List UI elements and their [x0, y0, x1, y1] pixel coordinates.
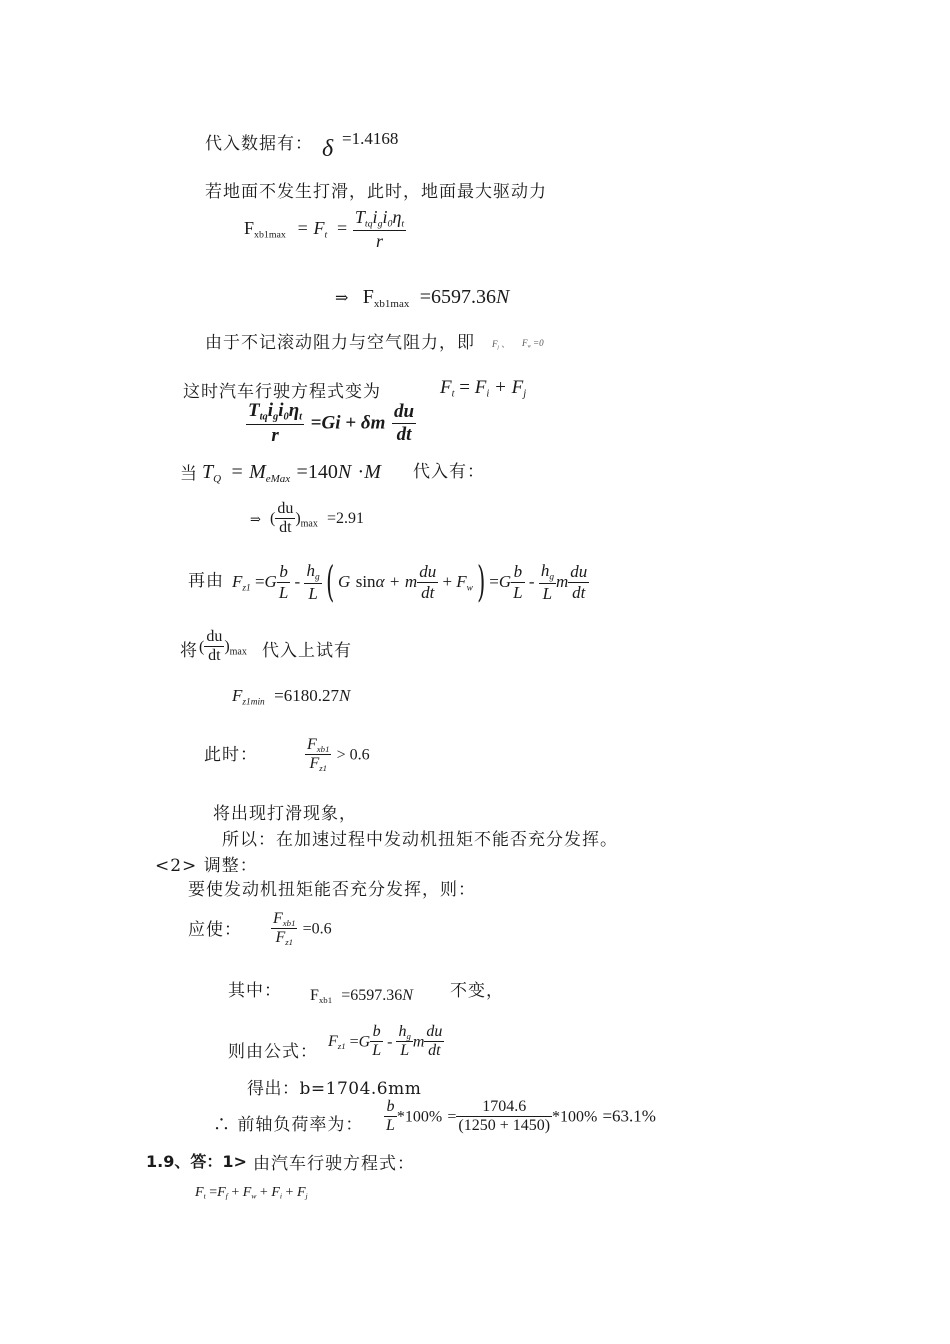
substitute-above-text: 代入上试有 — [262, 641, 352, 661]
fxb1max-result: ⇒ $F_{xb1max} =6597.36N$ — [335, 286, 510, 310]
du-dt-max-inline: ( $\frac{du}{dt}$ )$_{max}$ — [199, 628, 247, 665]
slip-ratio-eq: $\frac{F_{xb1}}{F_{z1}}$ =0.6 — [273, 910, 332, 948]
from-formula-text: 则由公式： — [228, 1042, 318, 1062]
substitute-prefix: 将 — [180, 641, 198, 661]
slip-ratio-gt: $\frac{F_{xb1}}{F_{z1}}$ > 0.6 — [307, 736, 370, 774]
obtain-text: 得出：b=1704.6mm — [247, 1079, 422, 1099]
to-make-text: 要使发动机扭矩能否充分发挥，则： — [188, 880, 476, 900]
fz1-formula: $F_{z1} =G$ $\frac{b}{L}$ - $\frac{h_g}{L}$ m $\frac{du}{dt}$ — [328, 1023, 443, 1060]
du-dt-max-equation: ⇒ ( $\frac{du}{dt}$ )$_{max} =2.91$ — [250, 500, 364, 537]
driving-force-equation: $F_t = F_i + F_j$ — [440, 377, 527, 400]
adjust-heading: <2> 调整： — [155, 856, 258, 876]
motion-equation: $\frac{T_{tq}i_gi_0\eta_t}{r}$ =Gi + δm $\frac{du}{dt}$ — [248, 400, 415, 446]
should-text: 应使： — [188, 920, 242, 940]
equation-becomes-text: 这时汽车行驶方程式变为 — [183, 382, 381, 402]
among-text: 其中： — [228, 981, 282, 1001]
substitute-have-text: 代入有： — [413, 462, 485, 482]
driving-equation-full: $F_t =F_f + F_w + F_i + F_j$ — [195, 1185, 308, 1201]
fz1-equation: $F_{z1} =G$ $\frac{b}{L}$ - $\frac{h_g}{L}$ ( G sinα + m $\frac{du}{dt}$ + $F_w) =G$ $\frac{b}{L}$ - $\frac{h_g}{L}$ m $\frac{du}{dt}$ — [232, 557, 588, 607]
fxb1max-equation: $F_{xb1max} = F_t$ = $\frac{T_{tq}i_gi_0\eta_t}{r}$ — [244, 207, 405, 251]
front-axle-load-text: ∴ 前轴负荷率为： — [213, 1115, 364, 1135]
unchanged-text: 不变， — [450, 981, 504, 1001]
fj-small-symbol: $F_j$ 、 — [492, 339, 511, 351]
conclusion-text: 所以：在加速过程中发动机扭矩不能否充分发挥。 — [222, 830, 618, 850]
delta-value: =1.4168 — [342, 129, 399, 148]
neglect-resistance-text: 由于不记滚动阻力与空气阻力，即 — [205, 333, 475, 353]
again-from-text: 再由 — [188, 571, 224, 591]
delta-symbol: δ — [322, 136, 334, 162]
fz1min-equation: $F_{z1min} =6180.27N$ — [232, 686, 351, 708]
fw-small-symbol: $F_w =0$ — [522, 338, 544, 350]
slip-occurs-text: 将出现打滑现象， — [213, 804, 357, 824]
front-axle-load-equation: $\frac{b}{L}$ *100% = $\frac{1704.6}{(1250 + 1450)}$ *100% =63.1% — [386, 1098, 656, 1135]
at-this-time-text: 此时： — [204, 745, 258, 765]
substitute-data-text: 代入数据有： — [205, 134, 313, 154]
no-slip-text: 若地面不发生打滑，此时，地面最大驱动力 — [205, 182, 547, 202]
fxb1-equation: $F_{xb1} =6597.36N$ — [310, 987, 413, 1006]
section-text: 由汽车行驶方程式： — [253, 1154, 415, 1174]
when-text: 当 — [180, 464, 198, 484]
torque-equation: $T_Q = M_{eMax} =140N \cdot M$ — [202, 461, 381, 485]
section-label: 1.9、答：1> — [146, 1152, 247, 1171]
